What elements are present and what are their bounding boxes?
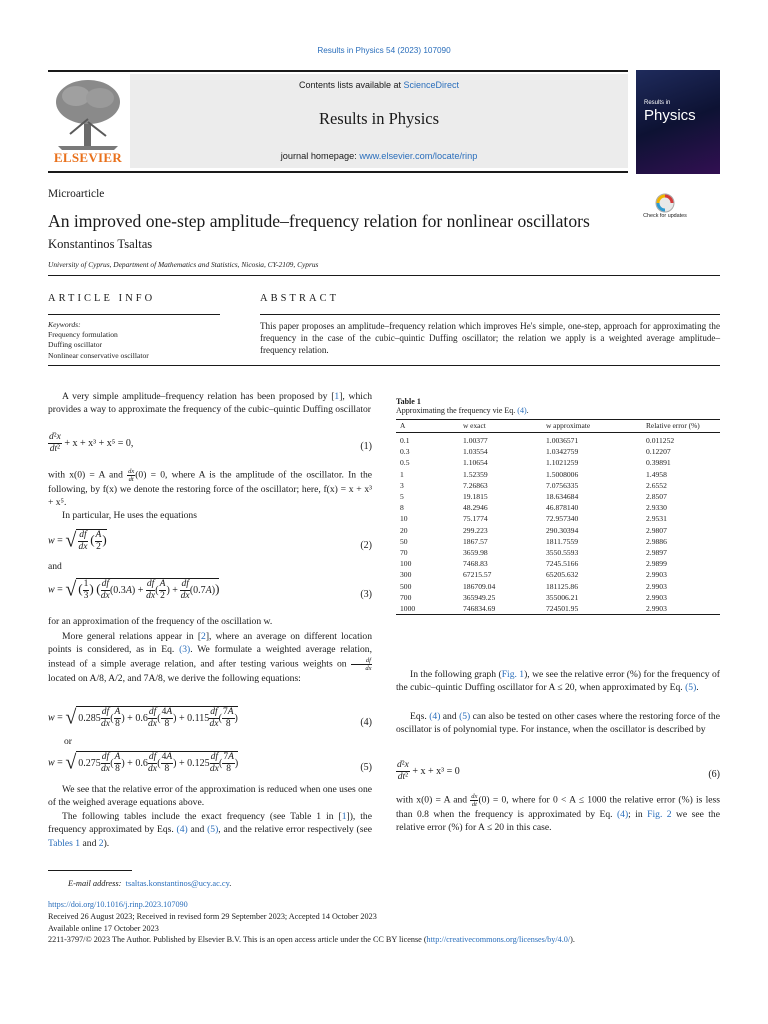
df-dx-fraction: $\frac{df}{dx}$: [209, 752, 219, 774]
table-cell: 181125.86: [546, 581, 578, 591]
table-cell: 3659.98: [463, 548, 488, 557]
table-cell: 1.5008006: [546, 469, 579, 479]
text-run: and: [440, 711, 460, 722]
table-header-cell: Relative error (%): [646, 421, 700, 430]
article-info-heading: ARTICLE INFO: [48, 293, 156, 304]
a-eighth-fraction: $\frac{A}{8}$: [114, 707, 121, 729]
table-cell: 19.1815: [463, 492, 488, 501]
table-cell: 0.5: [400, 458, 410, 468]
equation-2: w = √ $\frac{df}{dx}$ ( $\frac{A}{2}$ ) (2): [48, 529, 372, 552]
table-cell: 2.9899: [646, 559, 667, 569]
table-cell: 67215.57: [463, 570, 492, 580]
table-cell: 65205.632: [546, 570, 579, 580]
abstract-bottom-rule: [48, 365, 720, 366]
seven-a-eighth-fraction: $\frac{7A}{8}$: [223, 752, 234, 774]
equation-link-4[interactable]: (4): [429, 711, 441, 722]
table-cell: 2.9531: [646, 514, 667, 524]
table-cell: 2.9807: [646, 525, 667, 535]
df-dx-fraction: $\frac{df}{dx}$: [148, 752, 157, 774]
elsevier-wordmark: ELSEVIER: [53, 150, 123, 165]
equation-link-4[interactable]: (4): [517, 406, 527, 415]
text-run: ]), the frequency approximated by Eqs.: [48, 811, 372, 836]
table-cell: 2.9330: [646, 503, 667, 513]
footnote-rule: [48, 870, 132, 871]
weighted-average-paragraph: [48, 630, 372, 685]
df-dx-fraction: $\frac{df}{dx}$: [78, 530, 88, 552]
author-name[interactable]: Konstantinos Tsaltas: [48, 237, 153, 251]
doi-link[interactable]: https://doi.org/10.1016/j.rinp.2023.107090: [48, 900, 188, 909]
footnote-email: [68, 879, 231, 888]
table-cell: 7.0756335: [546, 480, 579, 490]
table-cell: 10: [400, 514, 408, 524]
text-run: located on A/8, A/2, and 7A/8, we derive the following equations:: [48, 672, 301, 684]
table-cell: 100: [400, 559, 412, 569]
table-header-rule: [396, 432, 720, 433]
text-run: (0) = 0, where A is the amplitude of the oscillator. In the following, by f(x) we denote the restoring force of the oscillator; here, f(x) = x + x³ + x⁵.: [48, 469, 372, 509]
abstract-text: This paper proposes an amplitude–frequency relation which improves He's simple, one-step, approach for approximating the frequency in the case of the cubic–quintic Duffing oscillator; the relation we apply is a weighted average amplitude–frequency relation.: [260, 321, 720, 356]
relative-error-paragraph: We see that the relative error of the approximation is reduced when one uses one of the weighed average equations above.: [48, 784, 372, 809]
text-run: (0) = 0, where for 0 < A ≤ 1000 the relative error (%) is less than 0.8 when the frequency is approximated by Eq.: [396, 794, 721, 820]
license-link[interactable]: http://creativecommons.org/licenses/by/4.0/: [426, 935, 571, 944]
equation-6-rest: + x + x³ = 0: [412, 765, 460, 777]
article-info-rule: [48, 314, 220, 315]
journal-homepage: [130, 151, 628, 161]
df-dx-fraction: $\frac{df}{dx}$: [146, 579, 156, 601]
initial-conditions-paragraph: [48, 468, 372, 510]
cover-title: Physics: [644, 107, 696, 124]
equation-number: (1): [360, 441, 372, 452]
text-run: , and the relative error respectively (see: [218, 824, 373, 836]
homepage-link[interactable]: www.elsevier.com/locate/rinp: [359, 151, 478, 161]
text-run: ], where an average on different location points is considered, as in Eq.: [48, 631, 372, 656]
table-cell: 365949.25: [463, 592, 496, 602]
table-cell: 1.0342759: [546, 447, 579, 457]
keywords-label: Keywords:: [48, 320, 81, 329]
table-cell: 18.634684: [546, 492, 579, 501]
he-equations-intro: In particular, He uses the equations: [62, 510, 197, 521]
table-header-cell: w approximate: [546, 421, 591, 430]
equation-1-rest: + x + x³ + x⁵ = 0,: [64, 437, 134, 449]
equation-link-5[interactable]: (5): [685, 682, 697, 694]
text-run: ], which provides a way to approximate the frequency of the cubic–quintic Duffing oscillator: [48, 391, 373, 416]
table-header-cell: A: [400, 421, 406, 430]
text-run: we see the relative error (%) for A ≤ 20 in this case.: [396, 809, 720, 834]
table-cell: 8: [400, 503, 404, 513]
approximation-sentence: for an approximation of the frequency of the oscillation w.: [48, 616, 273, 627]
table-title: Table 1: [396, 397, 421, 406]
equation-5: w = √ 0.275 $\frac{df}{dx}$ ( $\frac{A}{8}$ ) + 0.6 $\frac{df}{dx}$ ( $\frac{4A}{8}$ ) + 0.125 $\frac{df}{dx}$ ( $\frac{7A}{8}$ ) (5): [48, 751, 372, 774]
equation-number: (5): [360, 762, 372, 773]
figure-link-2[interactable]: Fig. 2: [647, 809, 672, 820]
table-cell: 75.1774: [463, 514, 488, 524]
online-date: Available online 17 October 2023: [48, 924, 159, 933]
equation-3: w = √ ( $\frac{1}{3}$ ) ( $\frac{df}{dx}$ (0.3A) + $\frac{df}{dx}$ ( $\frac{A}{2}$ ) + $\frac{df}{dx}$ (0.7A)) (3): [48, 578, 372, 601]
table-cell: 3: [400, 480, 404, 490]
table-cell: 2.9897: [646, 548, 667, 557]
table-cell: 20: [400, 525, 408, 535]
table-cell: 1.52359: [463, 469, 488, 479]
article-type: Microarticle: [48, 188, 105, 200]
table-cell: 0.39891: [646, 458, 671, 468]
text-run: with x(0) = A and: [48, 469, 123, 481]
table-cell: 1811.7559: [546, 536, 578, 546]
text-run: More general relations appear in [: [62, 631, 202, 642]
text-run: .: [526, 406, 529, 415]
table-cell: 2.9903: [646, 604, 667, 613]
table-cell: 1867.57: [463, 536, 488, 546]
table-cell: 746834.69: [463, 604, 496, 613]
journal-reference-link[interactable]: Results in Physics 54 (2023) 107090: [317, 46, 451, 55]
reference-link-1[interactable]: 1: [334, 391, 340, 402]
table-header-cell: w exact: [463, 421, 486, 430]
a-half-fraction: $\frac{A}{2}$: [159, 579, 166, 601]
text-run: 2211-3797/© 2023 The Author. Published by Elsevier B.V. This is an open access article under the CC BY license (: [48, 935, 427, 944]
table-cell: 186709.04: [463, 581, 496, 591]
tables-paragraph: [48, 810, 372, 850]
table-cell: 299.223: [463, 525, 488, 535]
text-run: .: [229, 879, 232, 888]
dx-dt-fraction: $\frac{dx}{dt}$: [471, 793, 478, 808]
table-cell: 50: [400, 536, 408, 546]
table-link-2[interactable]: 2: [98, 837, 104, 849]
crossmark-icon[interactable]: [650, 192, 680, 228]
table-cell: 46.878140: [546, 503, 579, 513]
equation-link-4[interactable]: (4): [176, 824, 188, 836]
license-statement: [48, 935, 575, 944]
text-run: with x(0) = A and: [396, 794, 468, 806]
journal-cover-image: [636, 70, 720, 174]
table-cell: 7.26863: [463, 480, 488, 490]
equation-number: (2): [360, 540, 372, 551]
table-cell: 7468.83: [463, 559, 488, 569]
table-cell: 300: [400, 570, 412, 580]
df-dx-fraction: $\frac{df}{dx}$: [101, 707, 110, 729]
table-cell: 0.1: [400, 436, 410, 445]
table-cell: 1.10654: [463, 458, 488, 468]
equation-6: [396, 760, 720, 783]
affiliation-rule: [48, 275, 720, 276]
table-cell: 0.011252: [646, 436, 675, 445]
a-half-fraction: $\frac{A}{2}$: [95, 530, 102, 552]
one-third-fraction: $\frac{1}{3}$: [83, 579, 89, 601]
equation-number: (3): [360, 589, 372, 600]
contents-availability: [130, 80, 628, 90]
header-bottom-rule: [48, 171, 628, 173]
df-dx-fraction: $\frac{df}{dx}$: [209, 707, 219, 729]
table-cell: 2.9886: [646, 536, 667, 546]
abstract-heading: ABSTRACT: [260, 293, 340, 304]
text-run: and: [80, 837, 99, 849]
second-derivative-fraction: $\frac{\text{d²x}}{\text{dt²}}$: [397, 760, 409, 782]
reference-link-2[interactable]: 2: [201, 631, 206, 642]
table-cell: 5: [400, 492, 404, 501]
four-a-eighth-fraction: $\frac{4A}{8}$: [161, 707, 173, 729]
table-caption: [396, 406, 529, 415]
table-cell: 2.8507: [646, 492, 667, 501]
table-cell: 1.1021259: [546, 458, 579, 468]
text-run: Eqs.: [410, 711, 430, 722]
text-run: In the following graph (: [410, 669, 502, 680]
table-cell: 1: [400, 469, 404, 479]
table-cell: 355006.21: [546, 592, 579, 602]
equation-link-3[interactable]: (3): [179, 644, 191, 656]
equation-number: (6): [708, 769, 720, 780]
df-dx-fraction: $\frac{df}{dx}$: [148, 707, 157, 729]
table-link-1[interactable]: Tables 1: [48, 837, 81, 849]
author-affiliation: University of Cyprus, Department of Mathematics and Statistics, Nicosia, CY-2109, Cyprus: [48, 260, 319, 269]
and-text: and: [48, 561, 62, 572]
table-cell: 2.9903: [646, 592, 667, 602]
graph-paragraph: [396, 668, 720, 695]
keyword-item: Frequency formulation: [48, 330, 118, 340]
table-cell: 2.9903: [646, 581, 667, 591]
homepage-prefix: journal homepage:: [280, 151, 360, 161]
table-cell: 7245.5166: [546, 559, 579, 569]
equation-1: [48, 432, 372, 455]
table-cell: 1.4958: [646, 469, 667, 479]
text-run: Approximating the frequency vie Eq.: [396, 406, 518, 415]
dx-dt-fraction: $\frac{dx}{dt}$: [128, 468, 135, 483]
text-run: ).: [103, 837, 110, 849]
seven-a-eighth-fraction: $\frac{7A}{8}$: [222, 707, 234, 729]
df-dx-inline-fraction: $\frac{df}{dx}$: [351, 657, 372, 672]
crossmark-label[interactable]: Check for updates: [643, 213, 687, 219]
equation-number: (4): [360, 717, 372, 728]
equation-link-5[interactable]: (5): [459, 711, 471, 722]
text-run: can also be tested on other cases where the restoring force of the oscillator is of polynomial type. For instance, when the oscillator is described by: [396, 711, 720, 736]
text-run: ), we see the relative error (%) for the frequency of the cubic–quintic Duffing oscillator for A ≤ 20, when approximated by Eq.: [396, 669, 720, 694]
header-top-rule: [48, 70, 628, 72]
table-cell: 72.957340: [546, 514, 579, 524]
figure-link-1[interactable]: Fig. 1: [501, 669, 525, 680]
table-cell: 700: [400, 592, 412, 602]
email-link[interactable]: tsaltas.konstantinos@ucy.ac.cy: [125, 879, 230, 888]
equation-link-5[interactable]: (5): [207, 824, 219, 836]
text-run: ).: [570, 935, 575, 944]
second-derivative-fraction: $\frac{\text{d²x}}{\text{dt²}}$: [49, 432, 61, 454]
intro-paragraph: [48, 390, 372, 417]
table-cell: 290.30394: [546, 525, 579, 535]
received-dates: Received 26 August 2023; Received in revised form 29 September 2023; Accepted 14 October 2023: [48, 912, 377, 921]
table-cell: 0.3: [400, 447, 410, 457]
equation-4: w = √ 0.285 $\frac{df}{dx}$ ( $\frac{A}{8}$ ) + 0.6 $\frac{df}{dx}$ ( $\frac{4A}{8}$ ) + 0.115 $\frac{df}{dx}$ ( $\frac{7A}{8}$ ) (4): [48, 706, 372, 729]
a-eighth-fraction: $\frac{A}{8}$: [114, 752, 121, 774]
text-run: A very simple amplitude–frequency relation has been proposed by [: [62, 391, 335, 402]
keyword-item: Nonlinear conservative oscillator: [48, 350, 149, 360]
journal-name: Results in Physics: [318, 109, 440, 128]
equation-link-4[interactable]: (4): [616, 809, 629, 820]
text-run: and: [187, 824, 208, 836]
table-cell: 1.03554: [463, 447, 488, 457]
text-run: ; in: [628, 809, 648, 820]
table-cell: 2.6552: [646, 480, 667, 490]
table-cell: 48.2946: [463, 503, 488, 513]
abstract-rule: [260, 314, 720, 315]
text-run: .: [696, 682, 699, 694]
sciencedirect-link[interactable]: ScienceDirect: [403, 80, 460, 90]
text-run: . We formulate a weighted average relation, instead of a simple average relation, and after testing various weights on: [48, 644, 372, 670]
df-dx-fraction: $\frac{df}{dx}$: [101, 752, 110, 774]
keywords-block: [48, 320, 220, 361]
contents-prefix: Contents lists available at: [298, 80, 404, 90]
table-cell: 2.9903: [646, 570, 667, 580]
table-cell: 70: [400, 548, 408, 557]
or-text: or: [64, 736, 72, 747]
text-run: The following tables include the exact frequency (see Table 1 in [: [62, 811, 342, 822]
article-title: An improved one-step amplitude–frequency relation for nonlinear oscillators: [48, 211, 590, 231]
email-label: E-mail address:: [68, 879, 122, 888]
table-cell: 1.00377: [463, 436, 488, 445]
table-cell: 1.0036571: [546, 436, 579, 445]
polynomial-paragraph: [396, 710, 720, 737]
four-a-eighth-fraction: $\frac{4A}{8}$: [161, 752, 173, 774]
table-cell: 1000: [400, 604, 416, 613]
table-top-rule: [396, 419, 720, 420]
cover-small-text: Results in: [644, 100, 671, 106]
df-dx-fraction: $\frac{df}{dx}$: [180, 579, 190, 601]
oscillator-result-paragraph: [396, 793, 720, 835]
table-cell: 3550.5593: [546, 548, 579, 557]
keyword-item: Duffing oscillator: [48, 340, 103, 350]
table-cell: 724501.95: [546, 604, 579, 613]
table-cell: 500: [400, 581, 412, 591]
table-bottom-rule: [396, 614, 720, 615]
df-dx-fraction: $\frac{df}{dx}$: [100, 579, 110, 601]
table-cell: 0.12207: [646, 447, 671, 457]
reference-link-1[interactable]: 1: [341, 811, 347, 822]
